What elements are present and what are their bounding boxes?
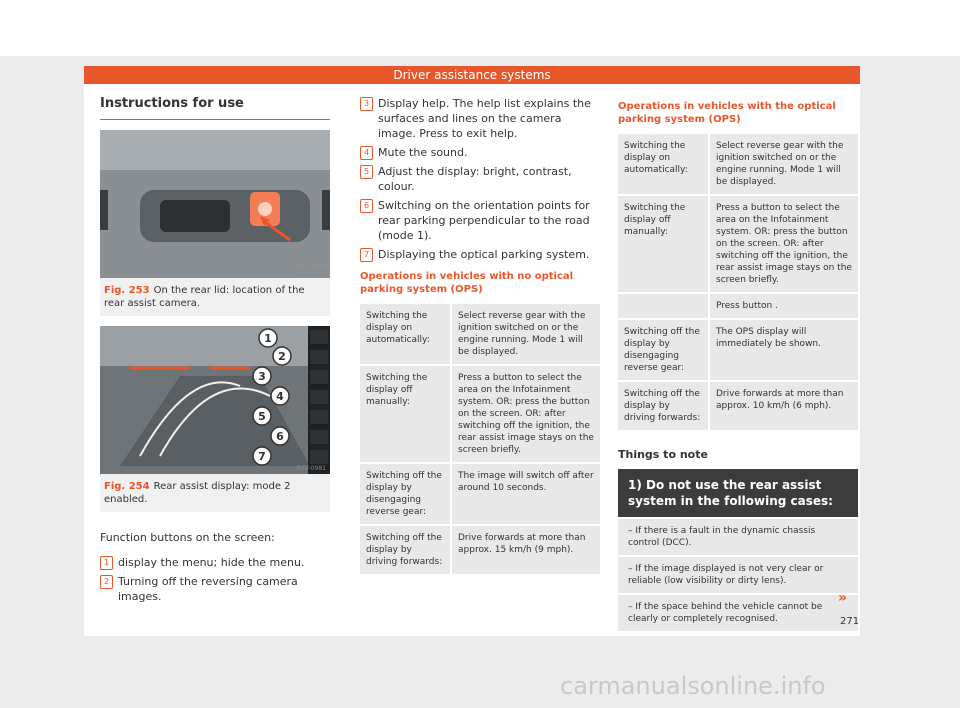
notes-box-title: 1) Do not use the rear assist system in the following cases: <box>618 469 858 517</box>
table-row <box>618 196 858 292</box>
function-item-7 <box>360 247 600 262</box>
row-label: Switching off the display by disengaging reverse gear: <box>360 464 452 524</box>
row-value: Press a button to select the area on the Infotainment system. OR: press the button on the screen. OR: after switching off the ignition, the rear assist image stays on the screen briefly. <box>710 196 858 292</box>
row-label: Switching off the display by driving forwards: <box>360 526 452 574</box>
table-row <box>618 134 858 194</box>
table-row <box>360 304 600 364</box>
callout-7: 7 <box>258 450 266 463</box>
page-header: Driver assistance systems <box>84 66 860 84</box>
item-text: Display help. The help list explains the surfaces and lines on the camera image. Press to exit help. <box>378 97 591 140</box>
item-number: 3 <box>360 97 373 111</box>
table-row <box>360 366 600 462</box>
callout-6: 6 <box>276 430 284 443</box>
table-row <box>360 526 600 574</box>
row-label: Switching off the display by driving forwards: <box>618 382 710 430</box>
table-row <box>618 382 858 430</box>
table-row <box>618 320 858 380</box>
callout-1: 1 <box>264 332 272 345</box>
figure-code: B7V-0980 <box>296 269 326 276</box>
note-item: – If the image displayed is not very clear or reliable (low visibility or dirty lens). <box>618 557 858 593</box>
figure-label: Fig. 253 <box>104 285 150 296</box>
rear-assist-display <box>100 326 330 474</box>
function-item-1 <box>100 555 330 570</box>
item-text: Switching on the orientation points for rear parking perpendicular to the road (mode 1). <box>378 199 590 242</box>
ops-table <box>618 132 858 432</box>
item-number: 6 <box>360 199 373 213</box>
section-title: Instructions for use <box>100 96 330 120</box>
figure-caption <box>100 474 330 512</box>
column-right <box>618 96 858 631</box>
item-text: Displaying the optical parking system. <box>378 248 590 261</box>
caption-text: On the rear lid: location of the rear assist camera. <box>104 285 305 309</box>
function-item-4 <box>360 145 600 160</box>
row-value: The image will switch off after around 10 seconds. <box>452 464 600 524</box>
page-number: 271 <box>840 616 860 627</box>
callout-4: 4 <box>276 390 284 403</box>
row-value: Drive forwards at more than approx. 15 km/h (9 mph). <box>452 526 600 574</box>
row-value: The OPS display will immediately be shown. <box>710 320 858 380</box>
row-label: Switching the display off manually: <box>360 366 452 462</box>
row-value: Drive forwards at more than approx. 10 km/h (6 mph). <box>710 382 858 430</box>
item-number: 5 <box>360 165 373 179</box>
caption-text: Rear assist display: mode 2 enabled. <box>104 481 291 505</box>
no-ops-table <box>360 302 600 576</box>
row-label <box>618 294 710 318</box>
row-label: Switching off the display by disengaging reverse gear: <box>618 320 710 380</box>
function-item-5 <box>360 164 600 194</box>
item-text: Turning off the reversing camera images. <box>118 575 298 603</box>
row-value: Press button . <box>710 294 858 318</box>
figure-code: B7V-0981 <box>296 465 326 472</box>
figure-label: Fig. 254 <box>104 481 150 492</box>
callout-5: 5 <box>258 410 266 423</box>
rear-lid-photo <box>100 130 330 278</box>
item-number: 4 <box>360 146 373 160</box>
figure-253 <box>100 130 330 316</box>
row-label: Switching the display off manually: <box>618 196 710 292</box>
function-item-2 <box>100 574 330 604</box>
item-text: Adjust the display: bright, contrast, colour. <box>378 165 572 193</box>
column-left <box>100 96 330 608</box>
note-item: – If there is a fault in the dynamic chassis control (DCC). <box>618 519 858 555</box>
note-item: – If the space behind the vehicle cannot be clearly or completely recognised. <box>618 595 858 631</box>
item-number: 1 <box>100 556 113 570</box>
watermark: carmanualsonline.info <box>560 672 826 700</box>
row-value: Select reverse gear with the ignition switched on or the engine running. Mode 1 will be displayed. <box>452 304 600 364</box>
ops-table-title: Operations in vehicles with the optical parking system (OPS) <box>618 101 836 125</box>
row-value: Press a button to select the area on the Infotainment system. OR: press the button on the screen. OR: after switching off the ignition, the rear assist image stays on the screen briefly. <box>452 366 600 462</box>
table-row <box>618 294 858 318</box>
function-intro: Function buttons on the screen: <box>100 531 275 544</box>
no-ops-table-title: Operations in vehicles with no optical parking system (OPS) <box>360 271 574 295</box>
table-row <box>360 464 600 524</box>
row-value: Select reverse gear with the ignition switched on or the engine running. Mode 1 will be displayed. <box>710 134 858 194</box>
item-text: display the menu; hide the menu. <box>118 556 305 569</box>
item-number: 2 <box>100 575 113 589</box>
row-label: Switching the display on automatically: <box>360 304 452 364</box>
callout-2: 2 <box>278 350 286 363</box>
figure-caption <box>100 278 330 316</box>
function-item-6 <box>360 198 600 243</box>
function-item-3 <box>360 96 600 141</box>
item-text: Mute the sound. <box>378 146 468 159</box>
notes-title: Things to note <box>618 448 708 461</box>
continue-mark: » <box>838 590 848 606</box>
figure-254 <box>100 326 330 512</box>
row-label: Switching the display on automatically: <box>618 134 710 194</box>
item-number: 7 <box>360 248 373 262</box>
callout-3: 3 <box>258 370 266 383</box>
column-middle <box>360 96 600 576</box>
